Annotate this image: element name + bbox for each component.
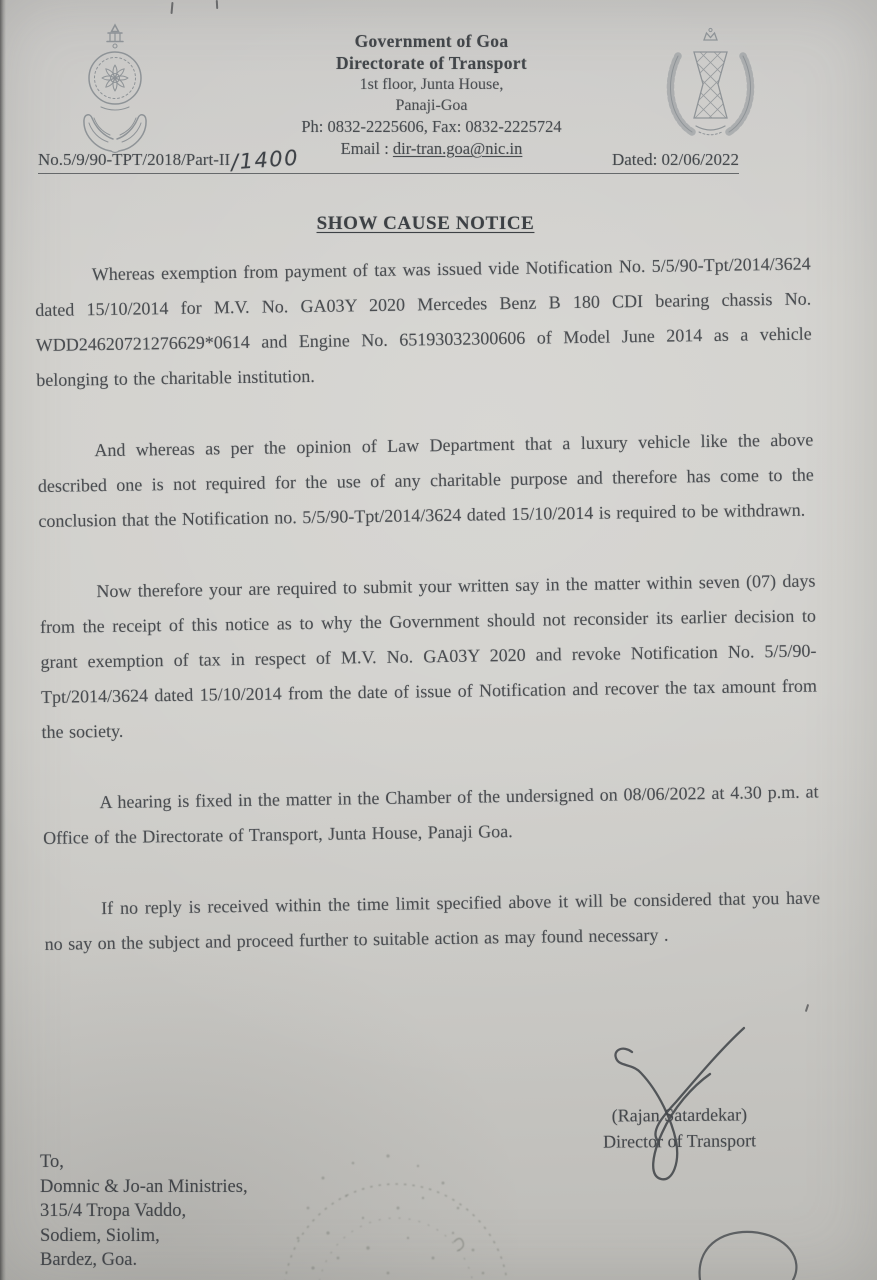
signatory-designation: Director of Transport xyxy=(603,1130,757,1152)
body-paragraph: A hearing is fixed in the matter in the Chamber of the undersigned on 08/06/2022 at 4.30 p.m. at Office of the Directorate of Transport, Junta House, Panaji Goa. xyxy=(42,781,819,848)
reference-number: No.5/9/90-TPT/2018/Part-II xyxy=(38,150,231,169)
stray-pen-mark xyxy=(216,0,218,9)
recipient-name: Domnic & Jo-an Ministries, xyxy=(40,1176,248,1197)
handwritten-outward-number: /1400 xyxy=(230,145,300,175)
recipient-address-line: Bardez, Goa. xyxy=(40,1250,138,1270)
office-address-line2: Panaji-Goa xyxy=(395,97,468,114)
email-address: dir-tran.goa@nic.in xyxy=(392,139,523,158)
directorate-name: Directorate of Transport xyxy=(336,53,527,73)
government-name: Government of Goa xyxy=(354,31,509,51)
stray-pen-mark xyxy=(805,1004,809,1012)
recipient-salutation: To, xyxy=(40,1152,64,1172)
notice-title: SHOW CAUSE NOTICE xyxy=(316,213,535,234)
stray-pen-mark xyxy=(170,2,173,14)
recipient-address-line: 315/4 Tropa Vaddo, xyxy=(40,1201,187,1221)
body-paragraph: Whereas exemption from payment of tax was issued vide Notification No. 5/5/90-Tpt/2014/3624 dated 15/10/2014 for M.V. No. GA03Y 2020 Mercedes Benz B 180 CDI bearing chassis No. WDD24620721276629*0614 and Engine No. 65193032300606 of Model June 2014 as a vehicle belonging to the charitable institution. xyxy=(35,253,812,391)
phone-fax-line: Ph: 0832-2225606, Fax: 0832-2225724 xyxy=(301,117,562,136)
body-paragraph: Now therefore your are required to submit your written say in the matter within seven (07) days from the receipt of this notice as to why the Government should not reconsider its earlier decision to grant exemption of tax in respect of M.V. No. GA03Y 2020 and revoke Notification No. 5/5/90-Tpt/2014/3624 dated 15/10/2014 from the date of issue of Notification and recover the tax amount from the society. xyxy=(39,570,818,742)
recipient-address-line: Sodiem, Siolim, xyxy=(40,1225,160,1246)
handwritten-oval-mark xyxy=(688,1222,813,1280)
notice-body xyxy=(35,247,822,998)
date-label: Dated: 02/06/2022 xyxy=(611,150,739,169)
body-paragraph: And whereas as per the opinion of Law Department that a luxury vehicle like the above described one is not required for the use of any charitable purpose and therefore has come to the conclusion that the Notification no. 5/5/90-Tpt/2014/3624 dated 15/10/2014 is required to be withdrawn. xyxy=(37,429,814,532)
scan-edge-shadow xyxy=(0,0,6,1280)
faint-round-stamp xyxy=(268,1138,538,1280)
signatory-name: (Rajan Satardekar) xyxy=(611,1104,748,1126)
recipient-address-block xyxy=(40,1150,248,1273)
signature-block xyxy=(572,1101,787,1155)
body-paragraph: If no reply is received within the time limit specified above it will be considered that you have no say on the subject and proceed further to suitable action as may found necessary . xyxy=(44,887,821,954)
email-label: Email : xyxy=(340,139,389,158)
office-address-line1: 1st floor, Junta House, xyxy=(359,76,504,93)
letterhead xyxy=(0,30,863,160)
